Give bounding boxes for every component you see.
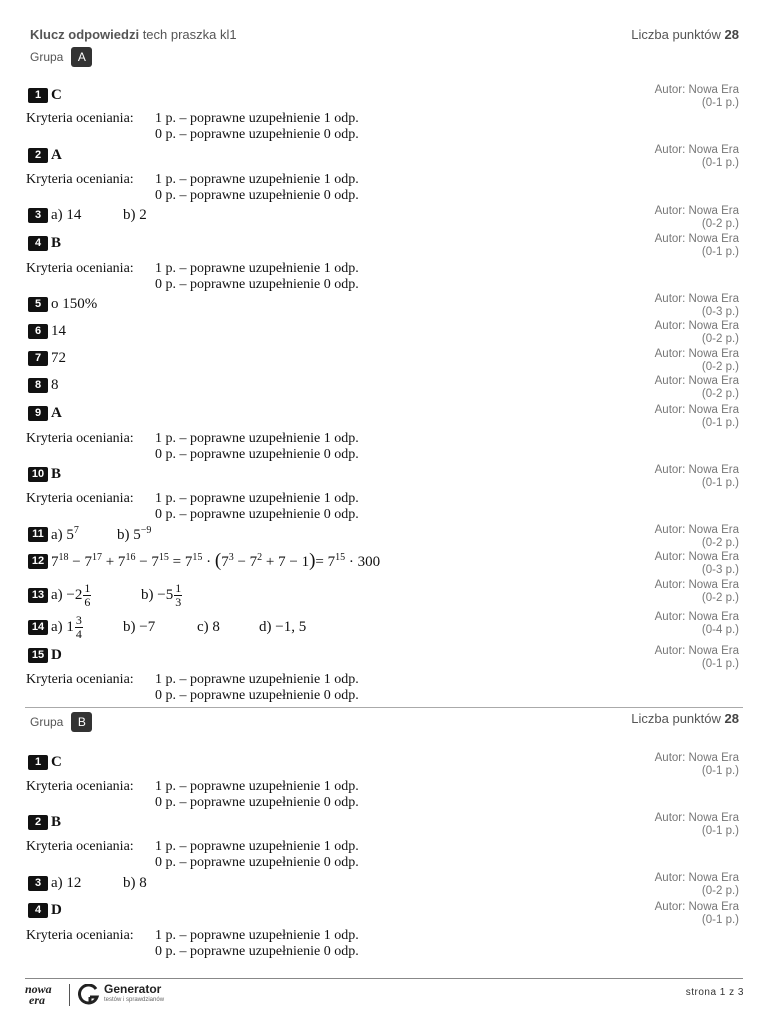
answer: B [51, 465, 62, 482]
group-label: Grupa [30, 715, 64, 729]
author-a-9 [655, 404, 739, 430]
group-divider [25, 707, 743, 708]
generator-g-icon [78, 984, 100, 1006]
document-title [30, 27, 237, 42]
question-number: 2 [28, 815, 48, 830]
question-number: 6 [28, 324, 48, 339]
question-a-9 [28, 403, 62, 423]
group-badge-b: B [71, 712, 92, 732]
points-range: (0-3 p.) [701, 564, 739, 576]
question-a-2 [28, 145, 62, 165]
points-range: (0-3 p.) [701, 306, 739, 318]
author-label: Autor: Nowa Era [654, 611, 739, 623]
points-label: Liczba punktów [631, 27, 721, 42]
criteria-label: Kryteria oceniania: [26, 431, 134, 446]
author-a-3 [655, 205, 739, 231]
question-number: 3 [28, 876, 48, 891]
answer-a-base: a) 5 [51, 526, 74, 543]
points-range: (0-1 p.) [701, 658, 739, 670]
group-badge-a: A [71, 47, 92, 67]
criteria-line-2: 0 p. – poprawne uzupełnienie 0 odp. [155, 188, 359, 203]
points-value: 28 [724, 27, 739, 42]
author-b-4 [655, 901, 739, 927]
fraction [83, 582, 91, 609]
author-label: Autor: Nowa Era [654, 579, 739, 591]
generator-logo [78, 984, 164, 1006]
author-label: Autor: Nowa Era [654, 348, 739, 360]
answer-a [51, 582, 141, 609]
criteria-line-1: 1 p. – poprawne uzupełnienie 1 odp. [155, 839, 359, 854]
criteria-a-4 [26, 261, 359, 293]
author-label: Autor: Nowa Era [654, 901, 739, 913]
criteria-line-1: 1 p. – poprawne uzupełnienie 1 odp. [155, 172, 359, 187]
criteria-label: Kryteria oceniania: [26, 672, 134, 687]
criteria-line-2: 0 p. – poprawne uzupełnienie 0 odp. [155, 944, 359, 959]
criteria-a-1 [26, 111, 359, 143]
question-b-4 [28, 900, 62, 920]
criteria-line-1: 1 p. – poprawne uzupełnienie 1 odp. [155, 491, 359, 506]
question-number: 2 [28, 148, 48, 163]
answer-b: b) −7 [123, 618, 156, 635]
question-number: 4 [28, 236, 48, 251]
question-number: 13 [28, 588, 48, 603]
answer-c: c) 8 [197, 618, 220, 635]
criteria-line-1: 1 p. – poprawne uzupełnienie 1 odp. [155, 261, 359, 276]
question-a-12 [28, 551, 380, 571]
author-a-2 [655, 144, 739, 170]
nowa-era-logo [25, 984, 61, 1006]
author-label: Autor: Nowa Era [654, 812, 739, 824]
criteria-line-2: 0 p. – poprawne uzupełnienie 0 odp. [155, 688, 359, 703]
page-number: strona 1 z 3 [685, 987, 744, 998]
title-rest: tech praszka kl1 [142, 27, 237, 42]
criteria-line-1: 1 p. – poprawne uzupełnienie 1 odp. [155, 672, 359, 687]
author-a-13 [655, 579, 739, 605]
answer-a-exponent: 7 [73, 524, 79, 536]
points-range: (0-4 p.) [701, 624, 739, 636]
answer-equation: $7^{18} - 7^{17} + 7^{16} - 7^{15} = 7^{15} \cdot (7^3 - 7^2 + 7 - 1)= 7^{15} \cdot 300$ [51, 550, 381, 571]
author-label: Autor: Nowa Era [654, 524, 739, 536]
answer-b-whole: b) −5 [141, 586, 174, 603]
question-b-1 [28, 752, 62, 772]
question-b-2 [28, 812, 61, 832]
answer-b-base: b) 5 [117, 526, 141, 543]
author-label: Autor: Nowa Era [654, 144, 739, 156]
criteria-a-9 [26, 431, 359, 463]
answer-b: b) 8 [123, 874, 147, 891]
generator-subtitle: testów i sprawdzianów [104, 997, 165, 1003]
question-number: 10 [28, 467, 48, 482]
criteria-line-1: 1 p. – poprawne uzupełnienie 1 odp. [155, 928, 359, 943]
points-value: 28 [724, 711, 739, 726]
numerator: 1 [84, 580, 91, 595]
author-label: Autor: Nowa Era [654, 872, 739, 884]
answer-b [117, 525, 151, 544]
criteria-line-2: 0 p. – poprawne uzupełnienie 0 odp. [155, 795, 359, 810]
criteria-label: Kryteria oceniania: [26, 111, 134, 126]
generator-title: Generator [104, 982, 162, 996]
points-label: Liczba punktów [631, 711, 721, 726]
criteria-label: Kryteria oceniania: [26, 172, 134, 187]
author-a-10 [655, 464, 739, 490]
criteria-label: Kryteria oceniania: [26, 491, 134, 506]
author-a-7 [655, 348, 739, 374]
author-label: Autor: Nowa Era [654, 404, 739, 416]
author-label: Autor: Nowa Era [654, 375, 739, 387]
fraction [174, 582, 182, 609]
points-range: (0-2 p.) [701, 218, 739, 230]
denominator: 6 [84, 594, 91, 609]
points-range: (0-2 p.) [701, 885, 739, 897]
points-range: (0-1 p.) [701, 246, 739, 258]
answer-d: d) −1, 5 [259, 618, 307, 635]
answer: o 150% [51, 295, 98, 312]
question-number: 1 [28, 755, 48, 770]
denominator: 4 [75, 626, 82, 641]
answer: 72 [51, 349, 66, 366]
author-a-6 [655, 320, 739, 346]
answer: B [51, 813, 62, 830]
author-label: Autor: Nowa Era [654, 752, 739, 764]
title-bold: Klucz odpowiedzi [30, 27, 140, 42]
question-b-3 [28, 873, 147, 893]
points-range: (0-1 p.) [701, 97, 739, 109]
question-a-4 [28, 233, 61, 253]
answer: D [51, 901, 62, 918]
points-range: (0-1 p.) [701, 477, 739, 489]
answer-b [141, 582, 183, 609]
criteria-line-1: 1 p. – poprawne uzupełnienie 1 odp. [155, 431, 359, 446]
criteria-line-2: 0 p. – poprawne uzupełnienie 0 odp. [155, 447, 359, 462]
question-number: 8 [28, 378, 48, 393]
points-range: (0-1 p.) [701, 825, 739, 837]
criteria-label: Kryteria oceniania: [26, 928, 134, 943]
author-a-11 [655, 524, 739, 550]
author-label: Autor: Nowa Era [654, 205, 739, 217]
numerator: 1 [175, 580, 182, 595]
answer-a: a) 14 [51, 206, 82, 223]
answer: B [51, 234, 62, 251]
numerator: 3 [75, 612, 82, 627]
question-number: 5 [28, 297, 48, 312]
author-a-14 [655, 611, 739, 637]
author-a-1 [655, 84, 739, 110]
author-label: Autor: Nowa Era [654, 84, 739, 96]
answer: A [51, 146, 62, 163]
question-a-10 [28, 464, 61, 484]
criteria-line-1: 1 p. – poprawne uzupełnienie 1 odp. [155, 111, 359, 126]
criteria-line-2: 0 p. – poprawne uzupełnienie 0 odp. [155, 277, 359, 292]
criteria-a-10 [26, 491, 359, 523]
question-a-3 [28, 205, 147, 225]
question-number: 1 [28, 88, 48, 103]
question-a-1 [28, 85, 62, 105]
footer-divider [25, 978, 743, 979]
points-range: (0-1 p.) [701, 765, 739, 777]
question-number: 3 [28, 208, 48, 223]
author-b-2 [655, 812, 739, 838]
criteria-a-2 [26, 172, 359, 204]
points-range: (0-1 p.) [701, 417, 739, 429]
author-label: Autor: Nowa Era [654, 645, 739, 657]
footer-logos [25, 982, 164, 1008]
denominator: 3 [175, 594, 182, 609]
points-range: (0-1 p.) [701, 914, 739, 926]
group-a-header [30, 47, 92, 67]
author-b-3 [655, 872, 739, 898]
answer-b-exponent: −9 [140, 524, 152, 536]
author-a-15 [655, 645, 739, 671]
criteria-line-1: 1 p. – poprawne uzupełnienie 1 odp. [155, 779, 359, 794]
answer: C [51, 86, 62, 103]
question-a-6 [28, 321, 66, 341]
answer-a-whole: a) 1 [51, 618, 74, 635]
points-range: (0-2 p.) [701, 388, 739, 400]
points-range: (0-2 p.) [701, 592, 739, 604]
logo-era-text: era [29, 993, 45, 1007]
author-label: Autor: Nowa Era [654, 293, 739, 305]
criteria-b-1 [26, 779, 359, 811]
question-a-8 [28, 375, 59, 395]
criteria-label: Kryteria oceniania: [26, 779, 134, 794]
question-number: 7 [28, 351, 48, 366]
logo-nowa-text: nowa [25, 982, 52, 996]
points-range: (0-2 p.) [701, 361, 739, 373]
question-number: 11 [28, 527, 48, 542]
answer-a [51, 525, 117, 544]
author-label: Autor: Nowa Era [654, 551, 739, 563]
question-number: 14 [28, 620, 48, 635]
answer-a: a) 12 [51, 874, 82, 891]
answer: 8 [51, 376, 59, 393]
question-number: 4 [28, 903, 48, 918]
answer-b: b) 2 [123, 206, 147, 223]
author-label: Autor: Nowa Era [654, 233, 739, 245]
question-a-13 [28, 580, 183, 610]
author-a-4 [655, 233, 739, 259]
author-a-12 [655, 551, 739, 577]
group-label: Grupa [30, 50, 64, 64]
answer: D [51, 646, 62, 663]
criteria-b-2 [26, 839, 359, 871]
criteria-line-2: 0 p. – poprawne uzupełnienie 0 odp. [155, 507, 359, 522]
criteria-b-4 [26, 928, 359, 960]
criteria-a-15 [26, 672, 359, 704]
logo-separator [69, 984, 70, 1006]
points-total-b [631, 711, 739, 726]
author-a-5 [655, 293, 739, 319]
question-a-5 [28, 294, 97, 314]
answer-a [51, 614, 123, 641]
answer: C [51, 753, 62, 770]
answer-a-whole: a) −2 [51, 586, 83, 603]
author-b-1 [655, 752, 739, 778]
points-total-a [631, 27, 739, 42]
points-range: (0-1 p.) [701, 157, 739, 169]
question-number: 15 [28, 648, 48, 663]
author-label: Autor: Nowa Era [654, 320, 739, 332]
author-label: Autor: Nowa Era [654, 464, 739, 476]
points-range: (0-2 p.) [701, 333, 739, 345]
answer: A [51, 404, 62, 421]
author-a-8 [655, 375, 739, 401]
question-a-7 [28, 348, 66, 368]
criteria-label: Kryteria oceniania: [26, 261, 134, 276]
question-a-14 [28, 612, 306, 642]
points-range: (0-2 p.) [701, 537, 739, 549]
group-b-header [30, 712, 92, 732]
question-a-11 [28, 524, 151, 544]
fraction [75, 614, 83, 641]
answer: 14 [51, 322, 66, 339]
question-a-15 [28, 645, 62, 665]
question-number: 9 [28, 406, 48, 421]
criteria-label: Kryteria oceniania: [26, 839, 134, 854]
criteria-line-2: 0 p. – poprawne uzupełnienie 0 odp. [155, 855, 359, 870]
criteria-line-2: 0 p. – poprawne uzupełnienie 0 odp. [155, 127, 359, 142]
question-number: 12 [28, 554, 48, 569]
